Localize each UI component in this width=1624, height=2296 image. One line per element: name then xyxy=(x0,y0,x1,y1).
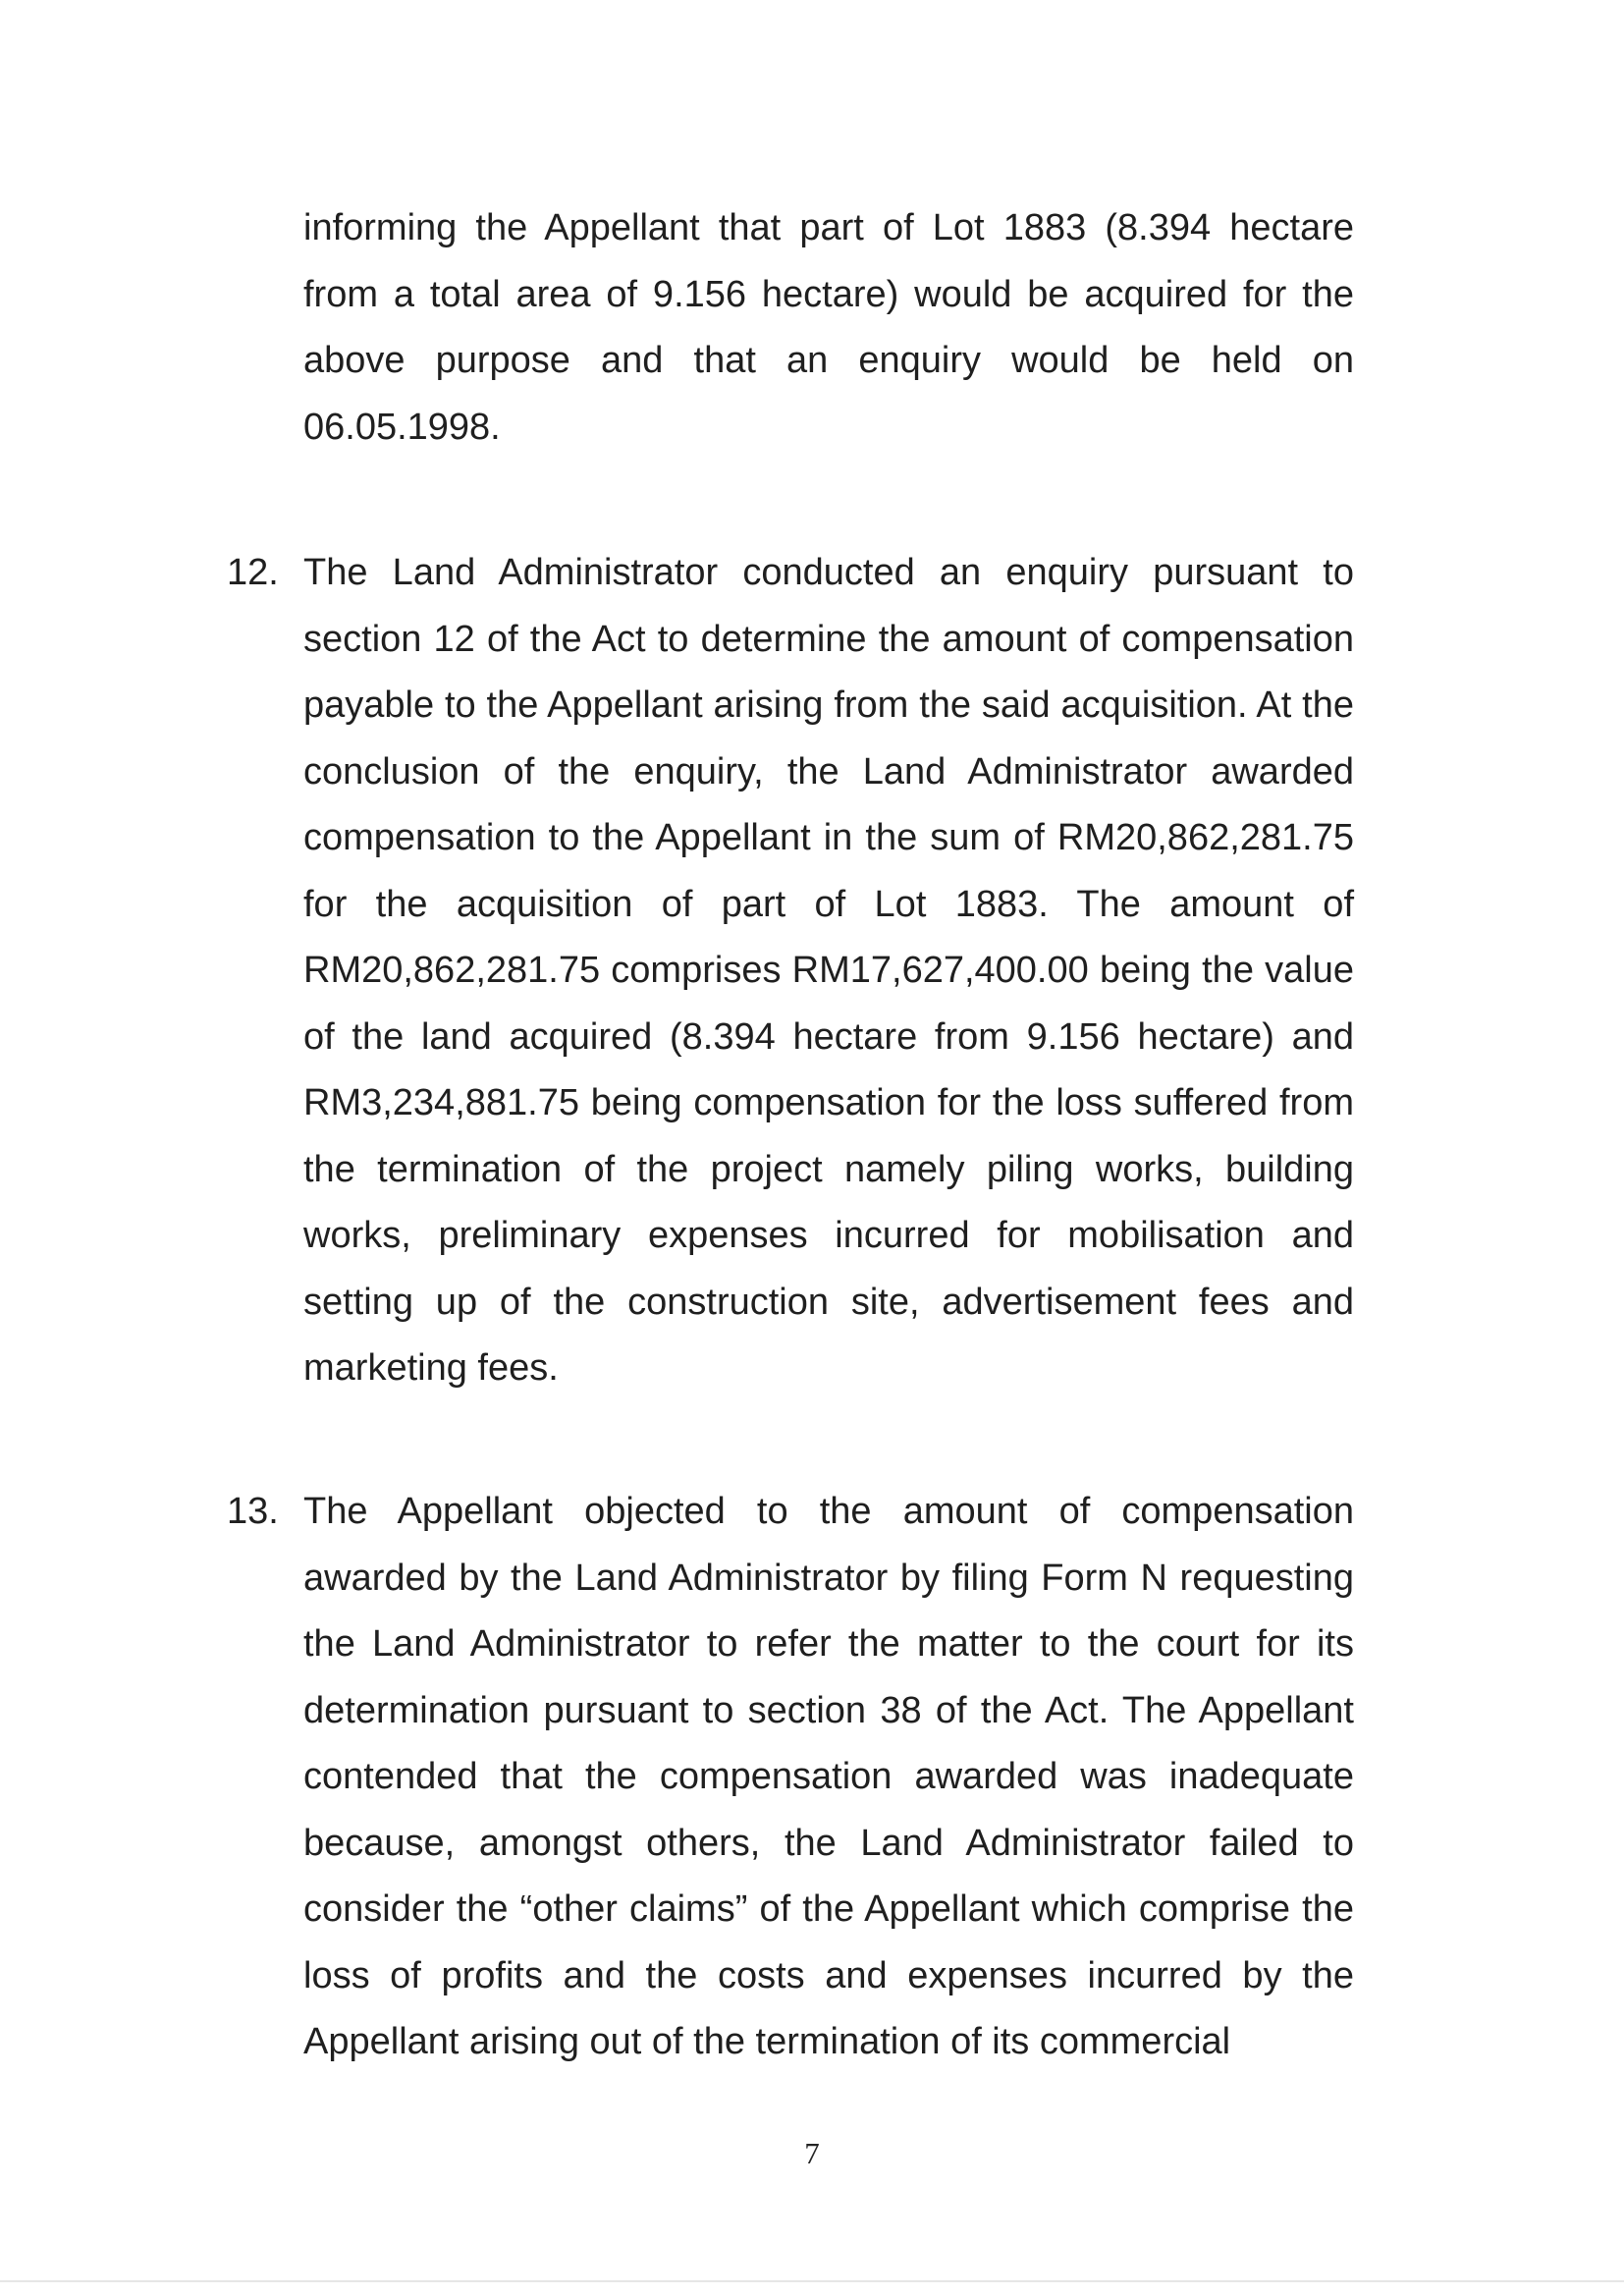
paragraph-text: The Land Administrator conducted an enquiry pursuant to section 12 of the Act to determine the amount of compensation payable to the Appellant arising from the said acquisition. At the conclusion of the enquiry, the Land Administrator awarded compensation to the Appellant in the sum of RM20,862,281.75 for the acquisition of part of Lot 1883. The amount of RM20,862,281.75 comprises RM17,627,400.00 being the value of the land acquired (8.394 hectare from 9.156 hectare) and RM3,234,881.75 being compensation for the loss suffered from the termination of the project namely piling works, building works, preliminary expenses incurred for mobilisation and setting up of the construction site, advertisement fees and marketing fees. xyxy=(303,552,1354,1389)
paragraph-number: 12. xyxy=(227,552,279,593)
paragraph-text: The Appellant objected to the amount of compensation awarded by the Land Administrator by filing Form N requesting the Land Administrator to refer the matter to the court for its determination pursuant to section 38 of the Act. The Appellant contended that the compensation awarded was inadequate because, amongst others, the Land Administrator failed to consider the “other claims” of the Appellant which comprise the loss of profits and the costs and expenses incurred by the Appellant arising out of the termination of its commercial xyxy=(303,1491,1354,2062)
paragraph-12 xyxy=(227,540,1354,1402)
paragraph-13 xyxy=(227,1479,1354,2076)
scan-edge-divider xyxy=(0,2280,1624,2282)
paragraph-text: informing the Appellant that part of Lot 1883 (8.394 hectare from a total area of 9.156 hectare) would be acquired for the above purpose and that an enquiry would be held on 06.05.1998. xyxy=(303,207,1354,448)
page-number: 7 xyxy=(804,2136,820,2170)
paragraph-number: 13. xyxy=(227,1491,279,1532)
paragraph-continued xyxy=(303,195,1354,461)
